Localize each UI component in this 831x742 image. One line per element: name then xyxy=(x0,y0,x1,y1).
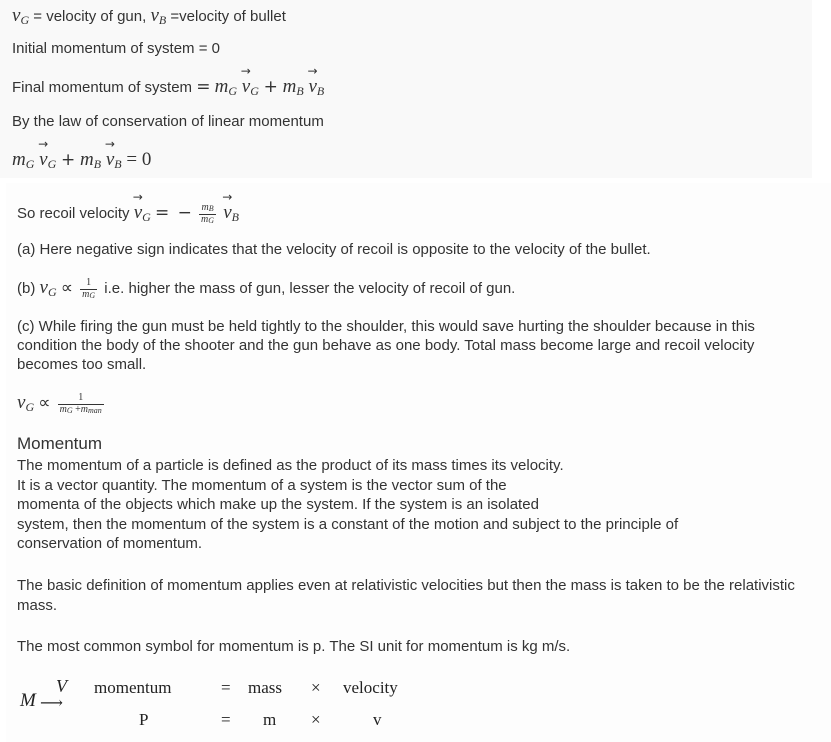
cell-times-2: × xyxy=(311,710,321,729)
momentum-formula-table xyxy=(0,672,831,742)
definition-text-2: =velocity of bullet xyxy=(170,8,286,25)
cell-momentum: momentum xyxy=(94,678,172,697)
inverse-mass-fraction: $\frac{1}{m_G}$ xyxy=(82,277,96,300)
mass-ratio-fraction: $\frac{m_B}{m_G}$ xyxy=(201,202,215,225)
initial-momentum-line: Initial momentum of system = 0 xyxy=(12,40,220,57)
cell-velocity: velocity xyxy=(343,678,398,697)
recoil-proportionality: $v_G$ ∝ $\frac{1}{m_G +m_{man}}$ xyxy=(17,392,102,415)
point-b: (b) $v_G$ ∝ $\frac{1}{m_G}$ i.e. higher the mass of gun, lesser the velocity of recoil of gun. xyxy=(17,277,516,300)
momentum-heading: Momentum xyxy=(17,434,103,453)
cell-m: m xyxy=(263,710,277,729)
final-momentum-label: Final momentum of system xyxy=(12,79,197,96)
definition-text-1: = velocity of gun, xyxy=(33,8,151,25)
cell-times-1: × xyxy=(311,678,321,697)
cell-mass: mass xyxy=(248,678,282,697)
recoil-label: So recoil velocity xyxy=(17,205,134,222)
arrow-symbol: ⟶ xyxy=(40,695,63,712)
cell-equals-2: = xyxy=(221,710,231,729)
final-momentum-line: Final momentum of system = $m_G$ → $v_G + m_B$ → $v_B$ xyxy=(12,64,325,98)
conservation-law-line: By the law of conservation of linear momentum xyxy=(12,113,324,130)
symbol-V: V xyxy=(56,676,67,696)
top-derivation-block xyxy=(0,0,812,178)
total-mass-fraction: $\frac{1}{m_G +m_{man}}$ xyxy=(59,392,102,415)
cell-equals-1: = xyxy=(221,678,231,697)
conservation-equation: $m_G$ → $v_G + m_B$ → $v_B = 0$ xyxy=(12,137,152,171)
cell-v: v xyxy=(373,710,382,729)
var-vG: $v_G$ xyxy=(12,5,30,27)
final-momentum-expr: $m_G$ → $v_G + m_B$ → $v_B$ xyxy=(214,64,325,98)
definition-line xyxy=(12,5,286,28)
symbol-M: M xyxy=(20,690,36,711)
point-c: (c) While firing the gun must be held tightly to the shoulder, this would save hurting the shoulder because in this condition the body of the shooter and the gun behave as one body. Total mass become large and recoil velocity becomes too small. xyxy=(17,318,755,373)
var-vB: $v_B$ xyxy=(150,5,167,27)
point-a: (a) Here negative sign indicates that the velocity of recoil is opposite to the velocity of the bullet. xyxy=(17,241,651,258)
cell-P: P xyxy=(139,710,149,729)
momentum-definition: The momentum of a particle is defined as the product of its mass times its velocity. It is a vector quantity. The momentum of a system is the vector sum of the momenta of the objects which make up the system. If the system is an isolated system, then the momentum of the system is a constant of the motion and subject to the principle of conservation of momentum. xyxy=(17,457,679,553)
relativistic-note: The basic definition of momentum applies even at relativistic velocities but then the mass is taken to be the relativistic mass. xyxy=(17,577,795,614)
recoil-velocity-line: So recoil velocity → $v_G$ = − $\frac{m_B}{m_G}$ → $v_B$ xyxy=(17,190,239,225)
momentum-symbol-note: The most common symbol for momentum is p. The SI unit for momentum is kg m/s. xyxy=(17,638,571,655)
